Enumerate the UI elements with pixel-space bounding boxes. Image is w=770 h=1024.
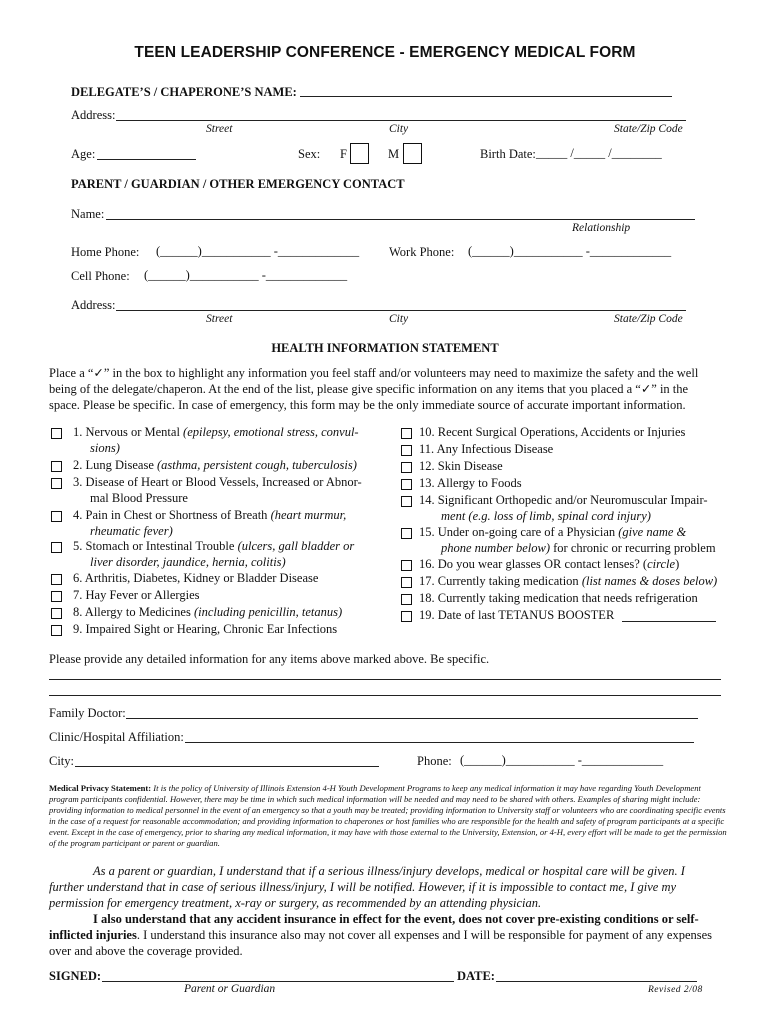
- condition-text: 19. Date of last TETANUS BOOSTER: [419, 608, 615, 622]
- details-prompt: Please provide any detailed information for any items above marked above. Be specific.: [49, 652, 490, 666]
- condition-checkbox-3[interactable]: [51, 478, 62, 489]
- condition-checkbox-17[interactable]: [401, 577, 412, 588]
- signed-label: SIGNED:: [49, 969, 102, 983]
- condition-checkbox-12[interactable]: [401, 462, 412, 473]
- condition-checkbox-15[interactable]: [401, 528, 412, 539]
- delegate-name-label: DELEGATE’S / CHAPERONE’S NAME:: [71, 85, 297, 99]
- sex-m-label: M: [388, 147, 400, 161]
- health-heading: HEALTH INFORMATION STATEMENT: [271, 341, 499, 355]
- signature-field[interactable]: [102, 981, 454, 982]
- contact-name-label: Name:: [71, 207, 105, 221]
- family-doctor-label: Family Doctor:: [49, 706, 126, 720]
- condition-checkbox-18[interactable]: [401, 594, 412, 605]
- city-caption-2: City: [389, 313, 409, 325]
- sex-m-checkbox[interactable]: [403, 143, 422, 164]
- insurance-statement: [49, 911, 721, 959]
- condition-examples: (list names & doses below): [581, 574, 718, 588]
- condition-label-1-cont: sions): [90, 441, 120, 455]
- delegate-name-field[interactable]: [300, 96, 672, 97]
- condition-label-2: [73, 457, 357, 473]
- condition-label-11: [419, 441, 553, 457]
- condition-text: 16. Do you wear glasses OR contact lenses? (: [419, 557, 648, 571]
- street-caption: Street: [206, 123, 233, 135]
- cell-phone-field[interactable]: (______)___________ -_____________: [144, 268, 348, 282]
- condition-text: 8. Allergy to Medicines: [73, 605, 194, 619]
- condition-label-5: [73, 538, 354, 554]
- state-zip-caption-2: State/Zip Code: [614, 313, 683, 325]
- condition-checkbox-4[interactable]: [51, 511, 62, 522]
- condition-label-3: [73, 474, 362, 490]
- contact-address-field[interactable]: [116, 310, 686, 311]
- tetanus-date-field[interactable]: [622, 621, 716, 622]
- form-title: TEEN LEADERSHIP CONFERENCE - EMERGENCY MEDICAL FORM: [134, 44, 636, 61]
- clinic-city-field[interactable]: [75, 766, 379, 767]
- condition-label-9: [73, 621, 337, 637]
- city-caption: City: [389, 123, 409, 135]
- work-phone-field[interactable]: (______)___________ -_____________: [468, 244, 672, 258]
- condition-checkbox-2[interactable]: [51, 461, 62, 472]
- condition-text: 11. Any Infectious Disease: [419, 442, 554, 456]
- condition-label-5-cont: liver disorder, jaundice, hernia, colitis): [90, 555, 286, 569]
- details-line-1[interactable]: [49, 679, 721, 680]
- birth-date-label: Birth Date:: [480, 147, 536, 161]
- condition-label-6: [73, 570, 318, 586]
- revised-note: Revised 2/08: [648, 985, 703, 995]
- home-phone-field[interactable]: (______)___________ -_____________: [156, 244, 360, 258]
- insurance-bold: I also understand that any accident insurance in effect for the event, does not cover pre-existing conditions or self-inflicted injuries: [49, 912, 699, 942]
- parent-guardian-caption: Parent or Guardian: [184, 983, 276, 995]
- condition-examples: (heart murmur,: [270, 508, 347, 522]
- condition-label-17: [419, 573, 717, 589]
- clinic-phone-label: Phone:: [417, 754, 452, 768]
- condition-text: 17. Currently taking medication: [419, 574, 582, 588]
- condition-examples: circle: [647, 557, 676, 571]
- condition-label-4: [73, 507, 346, 523]
- condition-label-14: [419, 492, 708, 508]
- condition-label-15-cont: [441, 540, 716, 556]
- condition-examples: (give name &: [618, 525, 687, 539]
- condition-checkbox-1[interactable]: [51, 428, 62, 439]
- condition-checkbox-14[interactable]: [401, 496, 412, 507]
- parent-statement: As a parent or guardian, I understand that if a serious illness/injury develops, medical or hospital care will be given. I further understand that in case of serious illness/injury, I will be notified. However, if it is impossible to contact me, I give my permission for emergency treatment, x-ray or surgery, as recommended by an attending physician.: [49, 864, 685, 910]
- condition-text: 5. Stomach or Intestinal Trouble: [73, 539, 238, 553]
- sex-f-checkbox[interactable]: [350, 143, 369, 164]
- state-zip-caption: State/Zip Code: [614, 123, 683, 135]
- condition-text: 3. Disease of Heart or Blood Vessels, Increased or Abnor-: [73, 475, 362, 489]
- condition-label-19: [419, 607, 614, 623]
- clinic-label: Clinic/Hospital Affiliation:: [49, 730, 184, 744]
- condition-text: 15. Under on-going care of a Physician: [419, 525, 619, 539]
- clinic-phone-field[interactable]: (______)___________ -_____________: [460, 753, 664, 767]
- sex-f-label: F: [340, 147, 347, 161]
- home-phone-label: Home Phone:: [71, 245, 140, 259]
- clinic-city-label: City:: [49, 754, 75, 768]
- condition-text: 13. Allergy to Foods: [419, 476, 522, 490]
- condition-label-8: [73, 604, 342, 620]
- condition-tail: for chronic or recurring problem: [550, 541, 716, 555]
- condition-checkbox-13[interactable]: [401, 479, 412, 490]
- condition-checkbox-10[interactable]: [401, 428, 412, 439]
- address-field[interactable]: [116, 120, 686, 121]
- condition-checkbox-6[interactable]: [51, 574, 62, 585]
- condition-checkbox-11[interactable]: [401, 445, 412, 456]
- privacy-text: It is the policy of University of Illinois Extension 4-H Youth Development Programs to keep any medical information it may have regarding Youth Development program participants confidential. However, there may be time in which such medical information will be needed and may need to be shared with others. Examples of sharing might include: providing information to medical personnel in the event of an emergency so that a youth may be treated; providing information to University staff or volunteers who are coordinating specific events in the case of a request for reasonable accommodation; and providing information to chaperones or host families who are responsible for the health and safety of program participants at a specific event. Except in the case of emergency, prior to sharing any medical information, it may have with those external to the University, Extension, or 4-H, every effort will be made to get the permission of the program participant or parent or guardian.: [49, 783, 727, 848]
- condition-text: 9. Impaired Sight or Hearing, Chronic Ear Infections: [73, 622, 338, 636]
- condition-label-12: [419, 458, 503, 474]
- condition-label-15: [419, 524, 686, 540]
- sex-label: Sex:: [298, 147, 321, 161]
- work-phone-label: Work Phone:: [389, 245, 455, 259]
- condition-checkbox-8[interactable]: [51, 608, 62, 619]
- instructions-paragraph: Place a “✓” in the box to highlight any information you feel staff and/or volunteers may need to maximize the safety and the well being of the delegate/chaperon. At the end of the list, please give specific information on any items that you placed a “✓” in the space. Please be specific. In case of emergency, this form may be the only immediate source of accurate important information.: [49, 366, 699, 412]
- parent-contact-heading: PARENT / GUARDIAN / OTHER EMERGENCY CONTACT: [71, 177, 405, 191]
- condition-checkbox-5[interactable]: [51, 542, 62, 553]
- condition-text: 18. Currently taking medication that needs refrigeration: [419, 591, 698, 605]
- condition-label-3-cont: mal Blood Pressure: [90, 491, 188, 505]
- condition-checkbox-19[interactable]: [401, 611, 412, 622]
- details-line-2[interactable]: [49, 695, 721, 696]
- condition-checkbox-7[interactable]: [51, 591, 62, 602]
- condition-checkbox-9[interactable]: [51, 625, 62, 636]
- condition-text: 1. Nervous or Mental: [73, 425, 184, 439]
- date-field[interactable]: [496, 981, 697, 982]
- date-label: DATE:: [457, 969, 495, 983]
- condition-text: 4. Pain in Chest or Shortness of Breath: [73, 508, 271, 522]
- condition-label-13: [419, 475, 522, 491]
- condition-examples: (asthma, persistent cough, tuberculosis): [157, 458, 357, 472]
- cell-phone-label: Cell Phone:: [71, 269, 130, 283]
- condition-examples-cont: ment (e.g. loss of limb, spinal cord injury): [441, 509, 651, 523]
- relationship-caption: Relationship: [572, 222, 631, 234]
- condition-label-4-cont: rheumatic fever): [90, 524, 173, 538]
- street-caption-2: Street: [206, 313, 233, 325]
- age-label: Age:: [71, 147, 96, 161]
- condition-examples: (ulcers, gall bladder or: [237, 539, 355, 553]
- condition-examples-cont: phone number below): [441, 541, 551, 555]
- condition-label-10: [419, 424, 685, 440]
- condition-label-1: [73, 424, 359, 440]
- condition-label-18: [419, 590, 698, 606]
- condition-text: 14. Significant Orthopedic and/or Neuromuscular Impair-: [419, 493, 708, 507]
- address-label: Address:: [71, 108, 116, 122]
- insurance-rest: . I understand this insurance also may not cover all expenses and I will be responsible for payment of any expenses over and above the coverage provided.: [49, 928, 713, 958]
- condition-tail: ): [675, 557, 680, 571]
- privacy-heading: Medical Privacy Statement:: [49, 783, 152, 793]
- condition-examples: (epilepsy, emotional stress, convul-: [183, 425, 359, 439]
- contact-name-field[interactable]: [106, 219, 695, 220]
- condition-examples: (including penicillin, tetanus): [193, 605, 343, 619]
- birth-date-field[interactable]: _____ /_____ /________: [536, 146, 662, 160]
- condition-text: 10. Recent Surgical Operations, Accidents or Injuries: [419, 425, 686, 439]
- condition-checkbox-16[interactable]: [401, 560, 412, 571]
- contact-address-label: Address:: [71, 298, 116, 312]
- clinic-field[interactable]: [185, 742, 694, 743]
- condition-label-16: [419, 556, 679, 572]
- privacy-statement: [49, 783, 729, 849]
- age-field[interactable]: [97, 159, 196, 160]
- condition-label-14-cont: [441, 508, 651, 524]
- condition-label-7: [73, 587, 199, 603]
- family-doctor-field[interactable]: [126, 718, 698, 719]
- condition-text: 12. Skin Disease: [419, 459, 503, 473]
- condition-text: 6. Arthritis, Diabetes, Kidney or Bladder Disease: [73, 571, 319, 585]
- condition-text: 2. Lung Disease: [73, 458, 158, 472]
- condition-text: 7. Hay Fever or Allergies: [73, 588, 200, 602]
